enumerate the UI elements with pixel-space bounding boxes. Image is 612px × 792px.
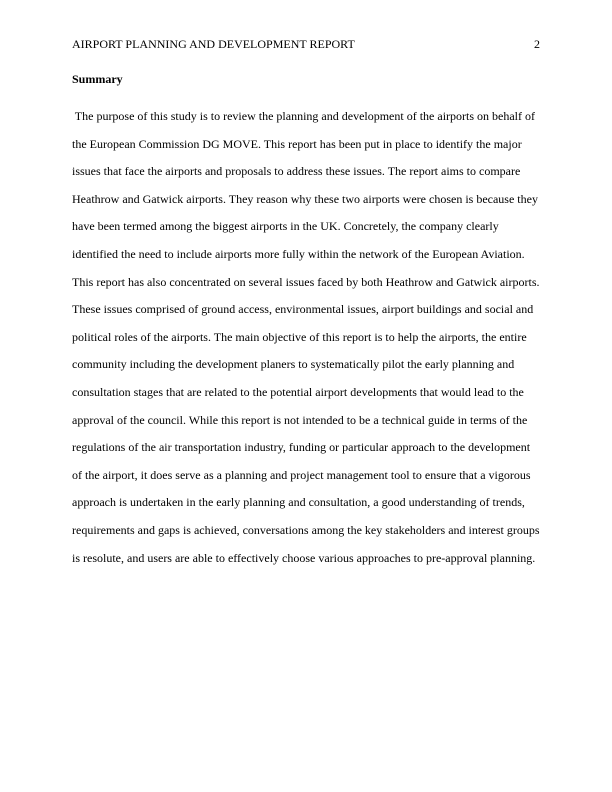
paragraph-line: political roles of the airports. The main objective of this report is to help the airports, the entire xyxy=(72,329,527,344)
paragraph-line: approach is undertaken in the early planning and consultation, a good understanding of trends, xyxy=(72,495,525,510)
paragraph-line: have been termed among the biggest airports in the UK. Concretely, the company clearly xyxy=(72,219,499,234)
paragraph-line: Heathrow and Gatwick airports. They reason why these two airports were chosen is because they xyxy=(72,191,538,206)
paragraph-line: is resolute, and users are able to effectively choose various approaches to pre-approval planning. xyxy=(72,550,536,565)
summary-paragraph xyxy=(72,108,548,577)
paragraph-line: community including the development planers to systematically pilot the early planning and xyxy=(72,357,515,372)
section-heading-summary: Summary xyxy=(72,72,123,86)
paragraph-line: requirements and gaps is achieved, conversations among the key stakeholders and interest groups xyxy=(72,522,540,537)
paragraph-line: the European Commission DG MOVE. This report has been put in place to identify the major xyxy=(72,136,522,151)
running-head: AIRPORT PLANNING AND DEVELOPMENT REPORT xyxy=(72,37,355,51)
paragraph-line: approval of the council. While this report is not intended to be a technical guide in terms of the xyxy=(72,412,528,427)
paragraph-line: consultation stages that are related to the potential airport developments that would lead to the xyxy=(72,384,524,399)
paragraph-line: The purpose of this study is to review the planning and development of the airports on behalf of xyxy=(72,109,536,123)
paragraph-line: regulations of the air transportation industry, funding or particular approach to the development xyxy=(72,440,531,455)
paragraph-line: of the airport, it does serve as a planning and project management tool to ensure that a vigorous xyxy=(72,467,531,482)
paragraph-line: identified the need to include airports more fully within the network of the European Aviation. xyxy=(72,246,525,261)
paragraph-line: issues that face the airports and proposals to address these issues. The report aims to compare xyxy=(72,164,521,179)
paragraph-line: These issues comprised of ground access, environmental issues, airport buildings and social and xyxy=(72,302,534,317)
page-number: 2 xyxy=(534,37,540,51)
paragraph-line: This report has also concentrated on several issues faced by both Heathrow and Gatwick airports. xyxy=(72,274,540,289)
